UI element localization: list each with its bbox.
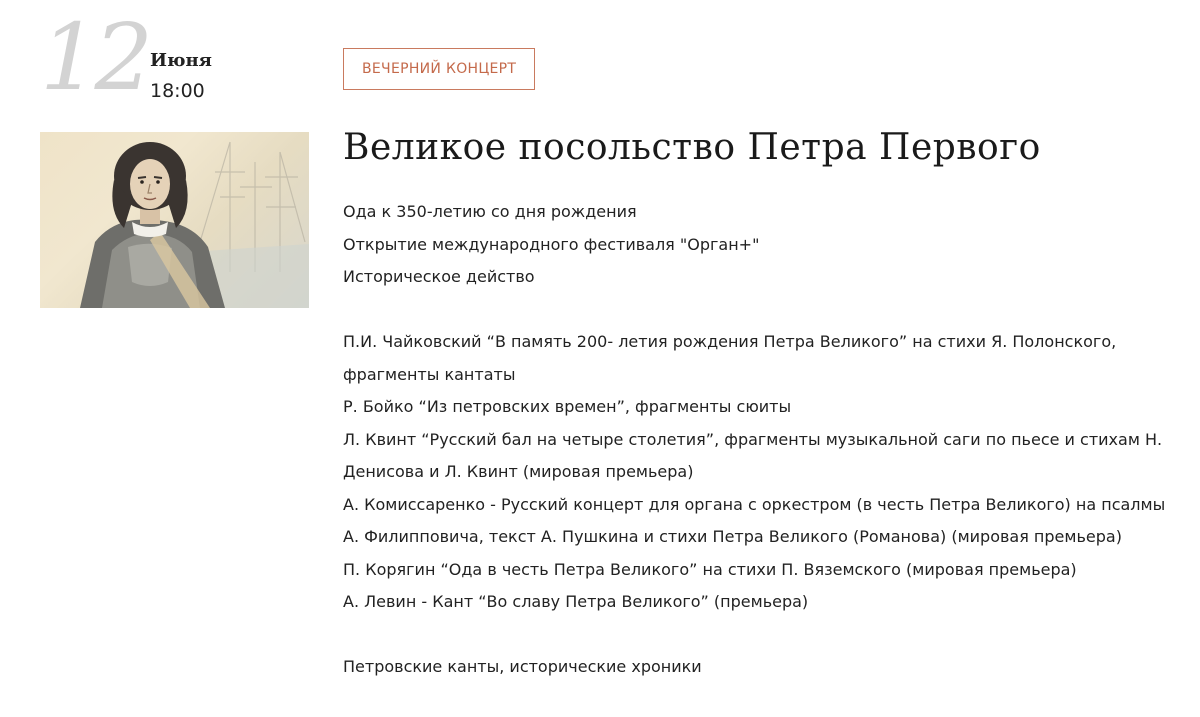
subtitle-line: Открытие международного фестиваля "Орган+" — [343, 234, 760, 254]
program-line: Денисова и Л. Квинт (мировая премьера) — [343, 462, 694, 481]
event-description — [343, 196, 1173, 684]
footer-note: Петровские канты, исторические хроники — [343, 657, 702, 676]
program-line: П. Корягин “Ода в честь Петра Великого” на стихи П. Вяземского (мировая премьера) — [343, 559, 1077, 579]
date-time: 18:00 — [150, 80, 205, 102]
date-month: Июня — [150, 50, 212, 71]
date-day: 12 — [40, 4, 150, 111]
spacer — [343, 294, 1173, 327]
program-line: Р. Бойко “Из петровских времен”, фрагменты сюиты — [343, 397, 792, 416]
event-image[interactable] — [40, 132, 309, 308]
program-line: А. Левин - Кант “Во славу Петра Великого” (премьера) — [343, 592, 809, 611]
program-line: А. Филипповича, текст А. Пушкина и стихи Петра Великого (Романова) (мировая премьера) — [343, 527, 1122, 546]
event-date — [40, 4, 310, 118]
program-line: А. Комиссаренко - Русский концерт для органа с оркестром (в честь Петра Великого) на псалмы — [343, 494, 1166, 514]
spacer — [343, 619, 1173, 652]
program-line: П.И. Чайковский “В память 200- летия рождения Петра Великого” на стихи Я. Полонского, — [343, 332, 1117, 351]
category-tag-button[interactable]: ВЕЧЕРНИЙ КОНЦЕРТ — [343, 48, 535, 90]
subtitle-line: Историческое действо — [343, 267, 535, 286]
program-line: фрагменты кантаты — [343, 364, 516, 384]
event-title: Великое посольство Петра Первого — [343, 127, 1041, 168]
program-line: Л. Квинт “Русский бал на четыре столетия”, фрагменты музыкальной саги по пьесе и стихам Н. — [343, 429, 1163, 449]
portrait-icon — [40, 132, 309, 308]
subtitle-line: Ода к 350-летию со дня рождения — [343, 202, 637, 221]
